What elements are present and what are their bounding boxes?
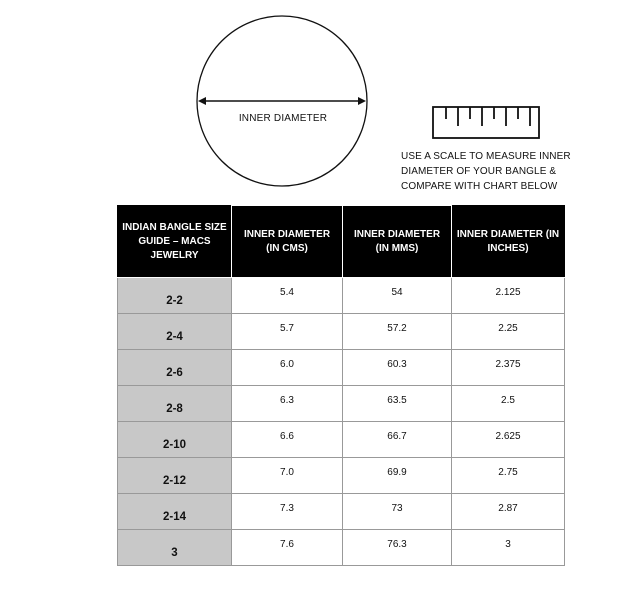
header-inner-diameter-mms: INNER DIAMETER (IN MMS) xyxy=(343,206,452,278)
table-row xyxy=(118,530,565,566)
cms-cell: 7.3 xyxy=(232,494,343,530)
cms-cell: 5.7 xyxy=(232,314,343,350)
inches-cell: 2.25 xyxy=(452,314,565,350)
mms-cell: 54 xyxy=(343,278,452,314)
mms-cell: 60.3 xyxy=(343,350,452,386)
bangle-size-table xyxy=(117,205,565,566)
size-cell: 2-4 xyxy=(118,314,232,350)
size-cell: 2-6 xyxy=(118,350,232,386)
inches-cell: 2.375 xyxy=(452,350,565,386)
inches-cell: 2.125 xyxy=(452,278,565,314)
table-row xyxy=(118,494,565,530)
circle-label: INNER DIAMETER xyxy=(238,113,328,124)
cms-cell: 6.0 xyxy=(232,350,343,386)
table-row xyxy=(118,386,565,422)
size-cell: 2-10 xyxy=(118,422,232,458)
table-row xyxy=(118,278,565,314)
size-cell: 2-12 xyxy=(118,458,232,494)
mms-cell: 57.2 xyxy=(343,314,452,350)
table-row xyxy=(118,458,565,494)
cms-cell: 5.4 xyxy=(232,278,343,314)
mms-cell: 69.9 xyxy=(343,458,452,494)
table-row xyxy=(118,314,565,350)
header-inner-diameter-cms: INNER DIAMETER (IN CMS) xyxy=(232,206,343,278)
double-arrow-icon xyxy=(198,97,366,105)
inches-cell: 2.87 xyxy=(452,494,565,530)
inches-cell: 2.5 xyxy=(452,386,565,422)
header-inner-diameter-inches: INNER DIAMETER (IN INCHES) xyxy=(452,206,565,278)
size-cell: 3 xyxy=(118,530,232,566)
ruler-icon xyxy=(433,107,539,138)
inches-cell: 2.75 xyxy=(452,458,565,494)
instruction-text: USE A SCALE TO MEASURE INNER DIAMETER OF YOUR BANGLE & COMPARE WITH CHART BELOW xyxy=(401,151,571,192)
inches-cell: 2.625 xyxy=(452,422,565,458)
mms-cell: 66.7 xyxy=(343,422,452,458)
table-row xyxy=(118,422,565,458)
cms-cell: 7.6 xyxy=(232,530,343,566)
header-size-guide: INDIAN BANGLE SIZE GUIDE – MACS JEWELRY xyxy=(118,206,232,278)
mms-cell: 73 xyxy=(343,494,452,530)
mms-cell: 63.5 xyxy=(343,386,452,422)
mms-cell: 76.3 xyxy=(343,530,452,566)
cms-cell: 7.0 xyxy=(232,458,343,494)
inches-cell: 3 xyxy=(452,530,565,566)
size-cell: 2-8 xyxy=(118,386,232,422)
size-cell: 2-2 xyxy=(118,278,232,314)
table-header-row xyxy=(118,206,565,278)
size-cell: 2-14 xyxy=(118,494,232,530)
cms-cell: 6.6 xyxy=(232,422,343,458)
table-row xyxy=(118,350,565,386)
cms-cell: 6.3 xyxy=(232,386,343,422)
